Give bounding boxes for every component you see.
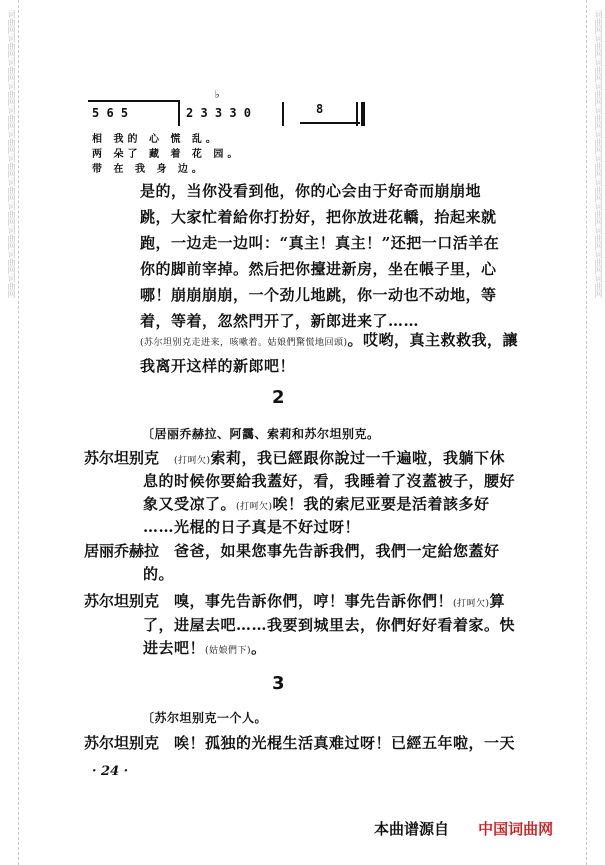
paragraph-line: 哪！崩崩崩崩，一个劲儿地跳，你一动也不动地，等 — [140, 286, 497, 304]
dialogue-line: 爸爸，如果您事先告訴我們，我們一定給您蓋好 — [174, 542, 500, 560]
dialogue-text: 唉！我的索尼亚要是活着該多好 — [272, 495, 490, 513]
paragraph-line: 是的，当你没看到他，你的心会由于好奇而崩崩地 — [140, 182, 482, 200]
dialogue-line — [174, 447, 505, 468]
beam-line — [88, 100, 180, 102]
dialogue-line: 息的时候你要給我蓋好，看，我睡着了沒蓋被子，腰好 — [143, 472, 516, 490]
site-brand-link[interactable]: 中国词曲网 — [478, 820, 554, 838]
dialogue-line — [174, 590, 505, 611]
barline — [282, 102, 284, 126]
dialogue-line: ……光棍的日子真是不好过呀！ — [143, 518, 361, 536]
stage-direction: (苏尔坦别克走进来，咳嗽着。姑娘們驚慌地回頭) — [140, 338, 348, 348]
multi-rest-number: 8 — [316, 102, 324, 116]
stage-direction: (打呵欠) — [453, 599, 490, 609]
dialogue-text: 。 — [251, 639, 267, 657]
rest-bar-line — [300, 122, 360, 124]
dialogue-text: 算 — [489, 592, 506, 610]
paragraph-line: 跑，一边走一边叫：“真主！真主！”还把一口活羊在 — [140, 234, 500, 252]
paragraph-line: 你的脚前宰掉。然后把你擡进新房，坐在帳子里，心 — [140, 260, 497, 278]
dialogue-line: 了，进屋去吧……我要到城里去，你們好好看着家。快 — [143, 616, 516, 634]
stage-direction: (姑娘們下) — [205, 646, 252, 656]
source-label: 本曲谱源自 — [374, 820, 450, 838]
dialogue-line: 的。 — [143, 565, 175, 583]
lyric-line-2: 两 朵了 藏 着 花 园。 — [92, 149, 242, 160]
dialogue-text: 嗅，事先告訴你們，哼！事先告訴你們！ — [174, 592, 454, 610]
paragraph-tail: 。哎哟，真主救救我，讓 — [347, 331, 519, 349]
right-watermark-text: 词曲网词曲网词曲网词曲网词曲网词曲网词曲网词曲网词曲网词曲网词曲网词曲网 — [594, 10, 603, 298]
stage-direction: (打呵欠) — [236, 502, 273, 512]
score-notes-2: 2 3 3 3 0 — [186, 106, 252, 120]
source-footer — [374, 818, 553, 839]
score-notes-1: 5 6 5 — [92, 106, 129, 120]
barline — [178, 102, 180, 126]
dialogue-line: 唉！孤独的光棍生活真难过呀！已經五年啦，一天 — [174, 734, 516, 752]
lyric-line-3: 带 在 我 身 边。 — [92, 164, 206, 175]
dialogue-text: 象又受凉了。 — [143, 495, 237, 513]
speaker-name: 苏尔坦别克 — [84, 592, 160, 610]
dialogue-line — [143, 637, 267, 658]
paragraph-line: 着，等着，忽然門开了，新郎进来了…… — [140, 312, 420, 330]
stage-direction: (打呵欠) — [174, 456, 211, 466]
final-barline — [361, 102, 365, 126]
speaker-name: 居丽乔赫拉 — [84, 542, 160, 560]
speaker-name: 苏尔坦别克 — [84, 449, 160, 467]
stage-direction: 〔苏尔坦别克一个人。 — [142, 711, 268, 725]
lyric-line-1: 相 我的 心 慌 乱。 — [92, 134, 220, 145]
speaker-name: 苏尔坦别克 — [84, 734, 160, 752]
dialogue-text: 进去吧！ — [143, 639, 206, 657]
stage-direction: 〔居丽乔赫拉、阿靄、索莉和苏尔坦别克。 — [142, 427, 380, 441]
page-number: · 24 · — [92, 764, 129, 779]
paragraph-line: 我离开这样的新郎吧！ — [140, 357, 296, 375]
section-number: 3 — [272, 673, 285, 694]
paragraph-line: 跳，大家忙着給你打扮好，把你放进花轎，抬起来就 — [140, 208, 497, 226]
paragraph-line — [140, 329, 518, 350]
flat-sign: ♭ — [214, 88, 221, 101]
left-watermark-text: 词曲网词曲网词曲网词曲网词曲网词曲网词曲网词曲网词曲网词曲网词曲网词曲网 — [7, 10, 16, 298]
dialogue-line — [143, 493, 490, 514]
dialogue-text: 索莉，我已經跟你說过一千遍啦，我躺下休 — [210, 449, 506, 467]
barline — [356, 102, 358, 126]
section-number: 2 — [272, 387, 285, 408]
